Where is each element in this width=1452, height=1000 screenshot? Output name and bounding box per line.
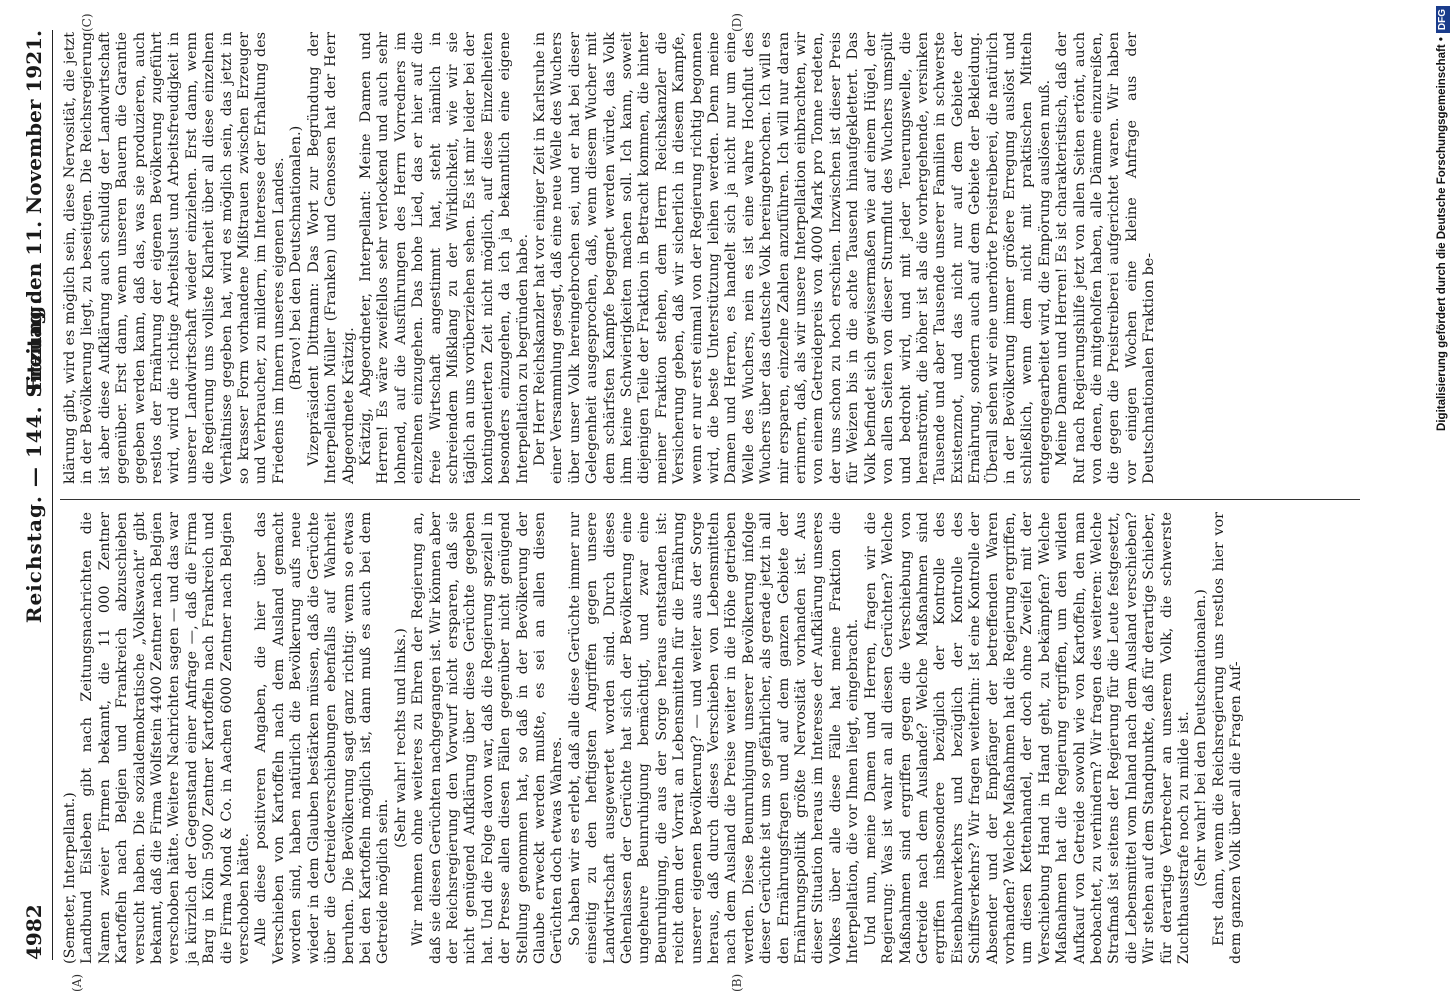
session-title: Reichstag. — 144. Sitzung.: [22, 296, 46, 624]
paragraph: Meine Damen und Herren! Es ist charakteristisch, daß der Ruf nach Regierungshilfe jetzt von allen Seiten ertönt, auch von denen, die mitgeholfen haben, alle Dämme einzureißen, die gegen die Preistreiberei aufgerichtet waren. Wir haben vor einigen Wochen eine kleine Anfrage aus der Deutschnationalen Fraktion be-: [1054, 32, 1158, 484]
margin-marker-d: (D): [730, 13, 744, 32]
paragraph: Und nun, meine Damen und Herren, fragen wir die Regierung: Was ist wahr an all diesen Gerüchten? Welche Maßnahmen sind ergriffen gegen die Verschiebung von Getreide nach dem Auslande? Welche Maßnahmen sind ergriffen insbesondere bezüglich der Kontrolle des Eisenbahnverkehrs und bezüglich der Kontrolle des Schiffsverkehrs? Wir fragen weiterhin: Ist eine Kontrolle der Absender und der Empfänger der betreffenden Waren vorhanden? Welche Maßnahmen hat die Regierung ergriffen, um diesen Kettenhandel, der doch ohne Zweifel mit der Verschiebung Hand in Hand geht, zu bekämpfen? Welche Maßnahmen hat die Regierung ergriffen, um den wilden Aufkauf von Getreide sowohl wie von Kartoffeln, den man beobachtet, zu verhindern? Wir fragen des weiteren: Welche Strafmaß ist seitens der Regierung für die Leute festgesetzt, die Lebensmittel vom Inland nach dem Ausland verschieben? Wir stehen auf dem Standpunkte, daß für derartige Schieber, für derartige Verbrecher an unserem Volk, die schwerste Zuchthausstrafe noch zu milde ist.: [862, 512, 1192, 964]
paragraph: Wir nehmen ohne weiteres zu Ehren der Regierung an, daß sie diesen Gerüchten nachgegangen ist. Wir können aber der Reichsregierung den Vorwurf nicht ersparen, daß sie nicht genügend Aufklärung über diese Gerüchte gegeben hat. Und die Folge davon war, daß die Regierung speziell in der Presse allen diesen Fällen gegenüber nicht genügend Stellung genommen hat, so daß in der Bevölkerung der Glaube erweckt werden mußte, es sei an allen diesen Gerüchten doch etwas Wahres.: [410, 512, 566, 964]
paragraph: Alle diese positiveren Angaben, die hier über das Verschieben von Kartoffeln nach dem Ausland gemacht worden sind, haben natürlich die Bevölkerung aufs neue wieder in dem Glauben bestärken müssen, daß die Gerüchte über die Getreideverschiebungen ebenfalls auf Wahrheit beruhen. Die Bevölkerung sagt ganz richtig: wenn so etwas bei den Kartoffeln möglich ist, dann muß es auch bei dem Getreide möglich sein.: [253, 512, 392, 964]
dfg-credit: [1412, 6, 1448, 996]
right-column: [62, 32, 1352, 484]
dfg-logo: DFG: [1436, 6, 1450, 33]
page-header: [14, 30, 54, 960]
paragraph: Erst dann, wenn die Reichsregierung uns restlos hier vor dem ganzen Volk über all die Fragen Auf-: [1210, 512, 1245, 964]
paragraph: So haben wir es erlebt, daß alle diese Gerüchte immer nur einseitig zu den heftigsten Angriffen gegen unsere Landwirtschaft ausgewertet worden sind. Durch dieses Gehenlassen der Gerüchte hat sich der Bevölkerung eine ungeheure Beunruhigung bemächtigt, und zwar eine Beunruhigung, die aus der Sorge heraus entstanden ist: reicht denn der Vorrat an Lebensmitteln für die Ernährung unserer eigenen Bevölkerung? — und weiter aus der Sorge heraus, daß durch dieses Verschieben von Lebensmitteln nach dem Ausland die Preise weiter in die Höhe getrieben werden. Diese Beunruhigung unserer Bevölkerung infolge dieser Gerüchte ist um so gefährlicher, als gerade jetzt in all den Ernährungsfragen und auf dem ganzen Gebiete der Ernährungspolitik größte Nervosität vorhanden ist. Aus dieser Situation heraus im Interesse der Aufklärung unseres Volkes über alle diese Fälle hat meine Fraktion die Interpellation, die vor Ihnen liegt, eingebracht.: [566, 512, 862, 964]
margin-marker-a: (A): [70, 973, 84, 992]
paragraph: Krätzig, Abgeordneter, Interpellant: Meine Damen und Herren! Es wäre zweifellos sehr verlockend und auch sehr lohnend, auf die Ausführungen des Herrn Vorredners im einzelnen einzugehen. Das hohe Lied, das er hier auf die freie Wirtschaft angestimmt hat, steht nämlich in schreiendem Mißklang zu der Wirklichkeit, wie wir sie täglich an uns vorüberziehen sehen. Es ist mir leider bei der kontingentierten Zeit nicht möglich, auf diese Einzelheiten besonders einzugehen, da ich ja bekanntlich eine eigene Interpellation zu begründen habe.: [357, 32, 531, 484]
dfg-credit-text: Digitalisierung gefördert durch die Deutsche Forschungsgemeinschaft •: [1436, 37, 1448, 431]
interjection: (Sehr wahr! bei den Deutschnationalen.): [1193, 589, 1210, 887]
page-number: 4982: [22, 904, 46, 960]
margin-marker-b: (B): [730, 973, 744, 992]
paragraph: Landbund Eisleben gibt nach Zeitungsnachrichten die Namen zweier Firmen bekannt, die 11 000 Zentner Kartoffeln nach Belgien und Frankreich abzuschieben versucht haben. Die sozialdemokratische „Volkswacht“ gibt bekannt, daß die Firma Wolfstein 4400 Zentner nach Belgien verschoben hätte. Weitere Nachrichten sagen — und das war ja kürzlich der Gegenstand einer Anfrage —, daß die Firma Barg in Köln 5900 Zentner Kartoffeln nach Frankreich und die Firma Mond & Co. in Aachen 6000 Zentner nach Belgien verschoben hätte.: [79, 512, 253, 964]
paragraph: klärung gibt, wird es möglich sein, diese Nervosität, die jetzt in der Bevölkerung liegt, zu beseitigen. Die Reichsregierung ist aber diese Aufklärung auch schuldig der Landwirtschaft gegenüber. Erst dann, wenn unseren Bauern die Garantie gegeben werden kann, daß das, was sie produzieren, auch restlos der Ernährung der eigenen Bevölkerung zugeführt wird, wird die richtige Arbeitslust und Arbeitsfreudigkeit in unserer Landwirtschaft wieder einziehen. Erst dann, wenn die Regierung uns volliste Klarheit über all diese einzelnen Verhältnisse gegeben hat, wird es möglich sein, das jetzt in so krasser Form vorhandene Mißtrauen zwischen Erzeuger und Verbraucher, zu mildern, im Interesse der Erhaltung des Friedens im Innern unseres eigenen Landes.: [62, 32, 287, 484]
header-rule: [52, 30, 53, 960]
paragraph: Vizepräsident Dittmann: Das Wort zur Begründung der Interpellation Müller (Franken) und Genossen hat der Herr Abgeordnete Krätzig.: [305, 32, 357, 484]
interjection: (Sehr wahr! rechts und links.): [392, 628, 409, 848]
left-column: [62, 512, 1352, 964]
speaker-continuation: (Semeter, Interpellant.): [62, 792, 78, 964]
column-divider: [60, 499, 1360, 500]
margin-marker-c: (C): [80, 13, 94, 32]
paragraph: Der Herr Reichskanzler hat vor einiger Zeit in Karlsruhe in einer Versammlung gesagt, daß eine neue Welle des Wuchers über unser Volk hereingebrochen sei, und er hat bei dieser Gelegenheit ausgesprochen, daß, wenn diesem Wucher mit dem schärfsten Kampfe begegnet werden würde, das Volk ihm keine Schwierigkeiten machen soll. Ich kann, soweit diejenigen Teile der Fraktion in Betracht kommen, die hinter meiner Fraktion stehen, dem Herrn Reichskanzler die Versicherung geben, daß wir sicherlich in diesem Kampfe, wenn er nur erst einmal von der Regierung richtig begonnen wird, die beste Unterstützung leihen werden. Denn meine Damen und Herren, es handelt sich ja nicht nur um eine Welle des Wuchers, nein es ist eine wahre Hochflut des Wuchers über das deutsche Volk hereingebrochen. Ich will es mir ersparen, einzelne Zahlen anzuführen. Ich will nur daran erinnern, daß, als wir unsere Interpellation einbrachten, wir von einem Getreidepreis von 4000 Mark pro Tonne redeten, der uns schon zu hoch erschien. Inzwischen ist dieser Preis für Weizen bis in die achte Tausend hinaufgeklettert. Das Volk befindet sich gewissermaßen wie auf einem Hügel, der von allen Seiten von dieser Sturmflut des Wuchers umspült und bedroht wird, und mit jeder Teuerungswelle, die heranströmt, die höher ist als die vorhergehende, versinken Tausende und aber Tausende unserer Familien in schwerste Existenznot, und das nicht nur auf dem Gebiete der Ernährung, sondern auch auf dem Gebiete der Bekleidung. Überall sehen wir eine unerhörte Preistreiberei, die natürlich in der Bevölkerung immer größere Erregung auslöst und schließlich, wenn dem nicht mit praktischen Mitteln entgegengearbeitet wird, die Empörung auslösen muß.: [531, 32, 1053, 484]
session-date: Freitag den 11. November 1921.: [22, 30, 46, 392]
interjection: (Bravo! bei den Deutschnationalen.): [288, 125, 305, 391]
